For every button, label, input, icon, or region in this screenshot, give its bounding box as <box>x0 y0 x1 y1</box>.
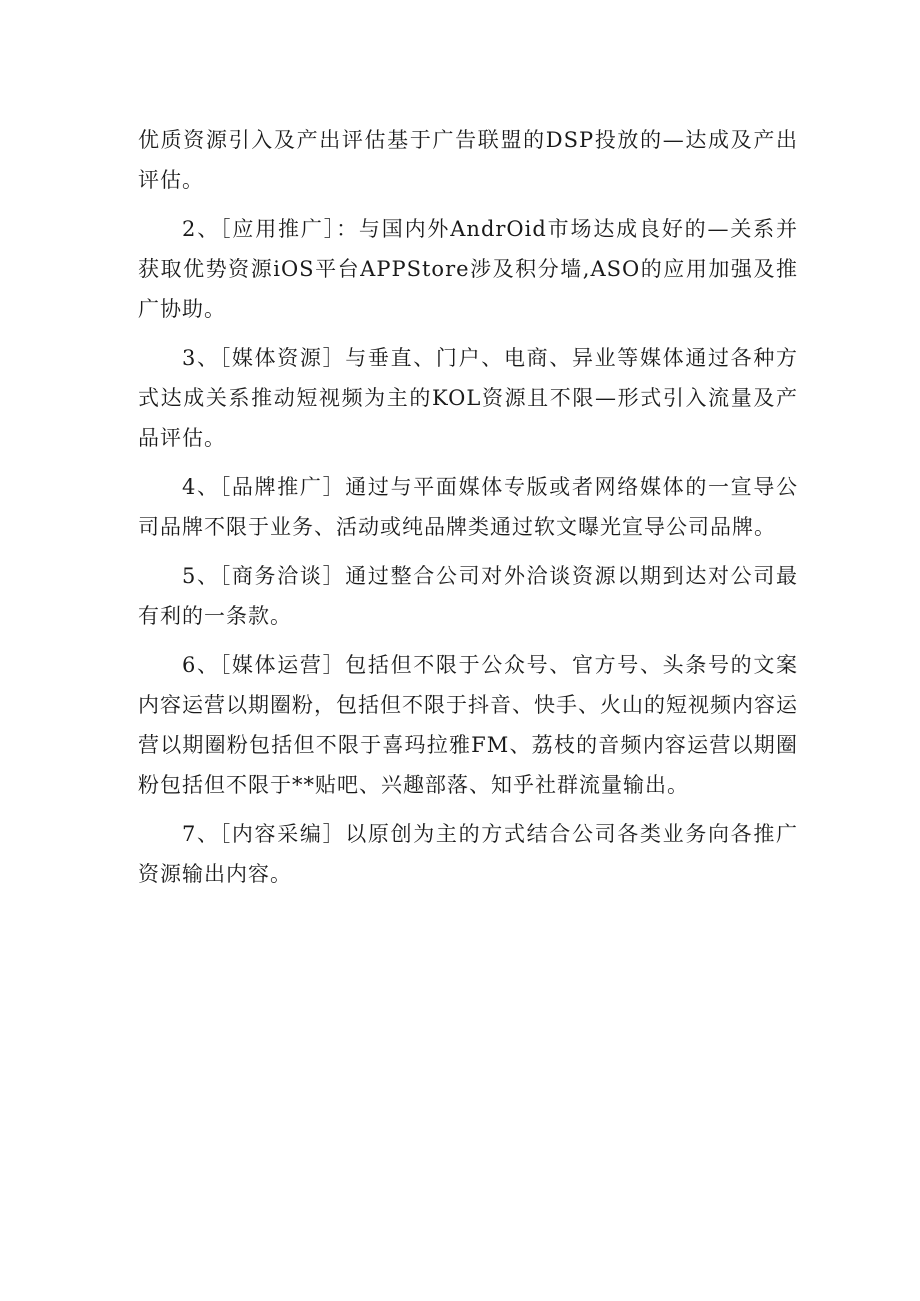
item-tag: ［品牌推广］ <box>219 475 346 499</box>
item-text: 通过整合公司对外洽谈资源以期到达对公司最有利的一条款。 <box>138 564 799 628</box>
intro-paragraph <box>138 120 798 200</box>
list-item <box>138 556 798 636</box>
item-number: 3、 <box>182 346 220 370</box>
item-number: 2、 <box>182 217 221 241</box>
list-item <box>138 814 798 894</box>
item-number: 6、 <box>182 653 220 677</box>
item-tag: ［媒体资源］ <box>219 346 346 370</box>
list-item <box>138 645 798 805</box>
item-text: 包括但不限于公众号、官方号、头条号的文案内容运营以期圈粉，包括但不限于抖音、快手、火山的短视频内容运营以期圈粉包括但不限于喜玛拉雅FM、荔枝的音频内容运营以期圈粉包括但不限于**贴吧、兴趣部落、知乎社群流量输出。 <box>138 653 799 797</box>
item-text: 通过与平面媒体专版或者网络媒体的一宣导公司品牌不限于业务、活动或纯品牌类通过软文曝光宣导公司品牌。 <box>138 475 799 539</box>
item-number: 5、 <box>182 564 220 588</box>
list-item <box>138 467 798 547</box>
item-text: ：与国内外AndrOid市场达成良好的—关系并获取优势资源iOS平台APPStore涉及积分墙,ASO的应用加强及推广协助。 <box>138 217 799 321</box>
item-tag: ［媒体运营］ <box>219 653 346 677</box>
list-item <box>138 209 798 329</box>
item-number: 7、 <box>182 822 220 846</box>
item-text: 与垂直、门户、电商、异业等媒体通过各种方式达成关系推动短视频为主的KOL资源且不限—形式引入流量及产品评估。 <box>138 346 799 450</box>
item-tag: ［应用推广］ <box>220 217 337 241</box>
item-tag: ［商务洽谈］ <box>219 564 346 588</box>
intro-text: 优质资源引入及产出评估基于广告联盟的DSP投放的—达成及产出评估。 <box>138 128 798 192</box>
document-body <box>138 120 798 903</box>
list-item <box>138 338 798 458</box>
item-text: 以原创为主的方式结合公司各类业务向各推广资源输出内容。 <box>138 822 799 886</box>
item-number: 4、 <box>182 475 220 499</box>
item-tag: ［内容采编］ <box>219 822 346 846</box>
